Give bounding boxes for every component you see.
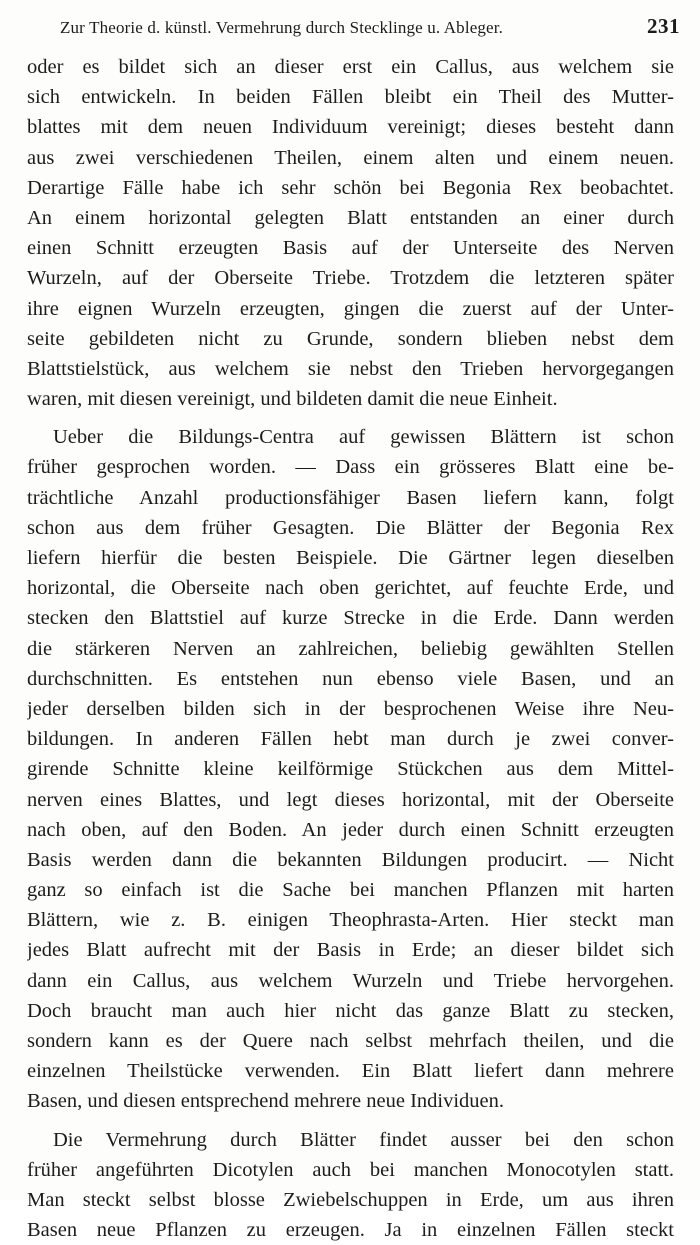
paragraph — [27, 422, 674, 1116]
text-line: sondern kann es der Quere nach selbst mehrfach theilen, und die — [27, 1030, 674, 1052]
paragraph-gap — [27, 414, 674, 422]
text-line: Blattstielstück, aus welchem sie nebst den Trieben hervorgegangen — [27, 357, 674, 380]
text-line: sich entwickeln. In beiden Fällen bleibt ein Theil des Mutter- — [27, 86, 674, 109]
page-number: 231 — [647, 14, 680, 38]
paragraph — [27, 1125, 674, 1245]
text-line: ihre eignen Wurzeln erzeugten, gingen die zuerst auf der Unter- — [27, 297, 674, 320]
text-line: seite gebildeten nicht zu Grunde, sondern blieben nebst dem — [27, 327, 674, 350]
text-line: An einem horizontal gelegten Blatt entstanden an einer durch — [27, 206, 674, 229]
running-header — [60, 14, 680, 46]
text-line: Blättern, wie z. B. einigen Theophrasta-Arten. Hier steckt man — [27, 909, 674, 932]
paragraph-gap — [27, 1117, 674, 1125]
text-line: waren, mit diesen vereinigt, und bildeten damit die neue Einheit. — [27, 388, 558, 411]
paragraph — [27, 52, 674, 414]
text-line: Ueber die Bildungs-Centra auf gewissen Blättern ist schon — [53, 426, 674, 449]
text-line: früher gesprochen worden. — Dass ein grösseres Blatt eine be- — [27, 456, 674, 479]
text-line: Basis werden dann die bekannten Bildungen producirt. — Nicht — [27, 848, 674, 871]
text-line: früher angeführten Dicotylen auch bei manchen Monocotylen statt. — [27, 1158, 674, 1181]
text-line: Derartige Fälle habe ich sehr schön bei Begonia Rex beobachtet. — [27, 176, 674, 199]
text-line: dann ein Callus, aus welchem Wurzeln und Triebe hervorgehen. — [27, 969, 674, 992]
text-line: einzelnen Theilstücke verwenden. Ein Blatt liefert dann mehrere — [27, 1060, 674, 1083]
text-line: Doch braucht man auch hier nicht das ganze Blatt zu stecken, — [27, 999, 674, 1022]
text-line: blattes mit dem neuen Individuum vereinigt; dieses besteht dann — [27, 116, 674, 139]
text-line: jeder derselben bilden sich in der besprochenen Weise ihre Neu- — [27, 697, 674, 720]
text-line: Basen neue Pflanzen zu erzeugen. Ja in einzelnen Fällen steckt — [27, 1219, 674, 1242]
text-line: girende Schnitte kleine keilförmige Stückchen aus dem Mittel- — [27, 758, 674, 781]
text-line: Wurzeln, auf der Oberseite Triebe. Trotzdem die letzteren später — [27, 267, 674, 290]
text-line: einen Schnitt erzeugten Basis auf der Unterseite des Nerven — [27, 237, 674, 260]
running-title: Zur Theorie d. künstl. Vermehrung durch Stecklinge u. Ableger. — [60, 18, 504, 37]
text-line: aus zwei verschiedenen Theilen, einem alten und einem neuen. — [27, 146, 674, 169]
text-line: schon aus dem früher Gesagten. Die Blätter der Begonia Rex — [27, 516, 674, 539]
text-line: die stärkeren Nerven an zahlreichen, beliebig gewählten Stellen — [27, 637, 674, 660]
text-line: stecken den Blattstiel auf kurze Strecke in die Erde. Dann werden — [27, 607, 674, 630]
text-line: horizontal, die Oberseite nach oben gerichtet, auf feuchte Erde, und — [27, 577, 674, 600]
body-text — [27, 52, 674, 1245]
text-line: Man steckt selbst blosse Zwiebelschuppen in Erde, um aus ihren — [27, 1188, 674, 1211]
text-line: bildungen. In anderen Fällen hebt man durch je zwei conver- — [27, 728, 674, 751]
text-line: durchschnitten. Es entstehen nun ebenso viele Basen, und an — [27, 667, 674, 690]
text-line: Die Vermehrung durch Blätter findet ausser bei den schon — [53, 1128, 674, 1151]
text-line: trächtliche Anzahl productionsfähiger Basen liefern kann, folgt — [27, 486, 674, 509]
text-line: oder es bildet sich an dieser erst ein Callus, aus welchem sie — [27, 56, 674, 78]
text-line: jedes Blatt aufrecht mit der Basis in Erde; an dieser bildet sich — [27, 939, 674, 962]
text-line: ganz so einfach ist die Sache bei manchen Pflanzen mit harten — [27, 879, 674, 902]
text-line: Basen, und diesen entsprechend mehrere neue Individuen. — [27, 1090, 505, 1113]
text-line: nach oben, auf den Boden. An jeder durch einen Schnitt erzeugten — [27, 818, 674, 841]
text-line: liefern hierfür die besten Beispiele. Die Gärtner legen dieselben — [27, 547, 674, 569]
text-line: nerven eines Blattes, und legt dieses horizontal, mit der Oberseite — [27, 788, 674, 811]
